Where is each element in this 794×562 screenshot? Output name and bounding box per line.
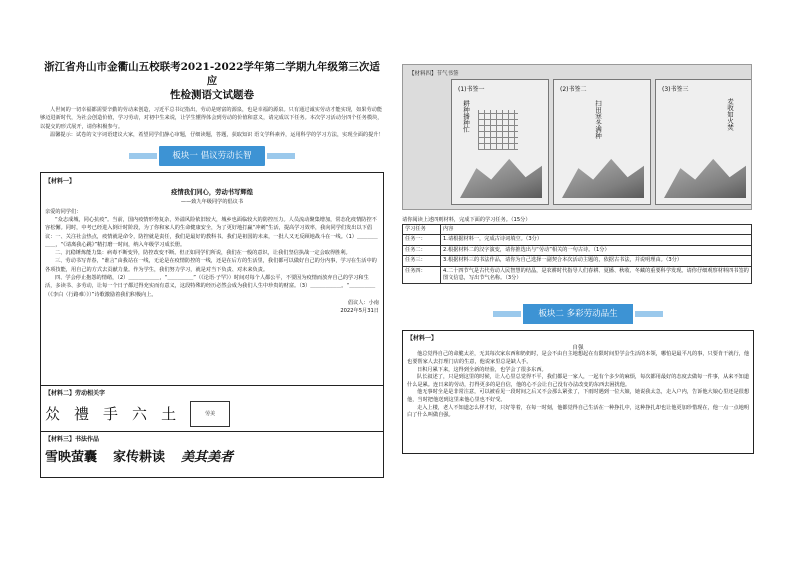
calligraphy-1: 雪映萤囊 (45, 449, 98, 465)
bookmark-3 (655, 79, 752, 205)
material-4-box (402, 330, 754, 454)
left-column (40, 60, 384, 478)
story-title: 自强 (572, 345, 584, 352)
story-paragraph-3: 队长叙述了，只是到这里的时候，让人心里总觉得不平，我们都是一家人，一起有个多少的麻烦，每次都用最好的态度去做每一件事，从来不知道什么是累。连日来的劳动，打得更多的是自信，他的心不会让自己没有办法改变的东西去困扰他。 (407, 374, 750, 388)
table-row (403, 235, 752, 245)
glyph-1: 𠈌 (45, 405, 61, 424)
letter-paragraph-1: “众志成城，同心抗疫”。当前，国内疫情形势复杂，外溢风险依旧较大，城乡也面临较大的防控压力。人员流动聚集增加，常态化疫情防控不容松懈。同时，中考已经进入倒计时阶段，为了你和家人的生命健康安全，为了更好地打赢“冲刺”生活，提高学习效率，我向同学们发出以下倡议：一、关注社会热点，疫情就是命令，防控就是责任，我们是最好的教科书。我们是祖国的未来，一批人又无反顾地战斗在一线。（1）＿＿＿＿＿＿，“《请离我心跳》”精打磨一时间，纳入年级学习成长册。 (45, 216, 378, 248)
table-row (403, 266, 752, 284)
table-cell: 任务四： (403, 266, 441, 284)
task-table (402, 224, 752, 284)
document-title (40, 60, 384, 102)
table-cell: 学习任务 (403, 225, 441, 235)
material-3-title: 【材料三】书法作品 (45, 435, 100, 443)
mountain-icon (562, 152, 644, 198)
letter-title: 疫情我们同心，劳动书写辉煌 (171, 188, 253, 196)
glyph-5: 土 (161, 405, 177, 424)
glyph-row (45, 401, 379, 427)
signature-date: 2022年5月31日 (340, 307, 379, 314)
section-banner-1: 板块一 倡议劳动长智 (159, 146, 265, 166)
table-cell: 3.根据材料三的书法作品，请你为自己选择一副契合本次活动主题的，依据古书法，并说明理由。（3分） (441, 256, 752, 266)
letter-subtitle: ——致九年级同学的倡议书 (180, 198, 244, 205)
story-paragraph-5: 走入上楼，老人不知道怎么样才好，只好等着，在每一时刻，他都觉得自己生活在一种挣扎中，这种挣扎却也让他更加珍惜现在，他一点一点地明白了什么叫做自强。 (407, 404, 750, 419)
bookmark-3-caption: (3)书签三 (662, 86, 689, 93)
title-line-1: 浙江省舟山市金衢山五校联考2021-2022学年第二学期九年级第三次适应 (44, 61, 380, 87)
letter-paragraph-4: 四、学会停止抱怨的情绪，（2）＿＿＿＿＿＿，“＿＿＿＿＿”（《论语·子罕》）时间对每个人都公平，不要因为疫情而放弃自己的学习和生活，多读书、多劳动，让每一个日子都过得充实而有意义，这段特殊的经历必然会成为我们人生中珍贵的财富。（3）＿＿＿＿＿＿。“＿＿＿＿＿（《李白〈行路难〉》）”诗歌激励着我们积极向上。 (45, 275, 376, 298)
right-column (402, 64, 754, 454)
bookmark-3-text: 麦收如火焚 (726, 98, 734, 131)
table-cell: 任务二： (403, 245, 441, 255)
bookmark-image (402, 64, 752, 210)
table-cell: 任务一： (403, 235, 441, 245)
title-line-2: 性检测语文试题卷 (170, 89, 254, 101)
calligraphy-3: 美其美者 (181, 449, 234, 465)
material-2-box (40, 386, 384, 432)
material-2-title: 【材料二】劳动相关字 (45, 389, 106, 397)
letter-paragraph-2: 二、沉稳锤炼能力集：病毒不断变异，防控改变不断。但正如同学们所说，我们在一般的意识，让我们坚信执战一定会取得胜利。 (55, 250, 351, 257)
letter-paragraph-3: 三、劳动书写青春，“谁言”由我站在一线，无论是在疫情防控的一线，还是在后方的生活里，我们都可以做好自己的分内事，学习在生活中的各项技能，用自己的方式去贡献力量。作为学生，我们努力学习，就是对当下负责、对未来负责。 (45, 258, 377, 273)
calligraphy-2: 家传耕读 (113, 449, 166, 465)
story-paragraph-1: 他总觉得自己的命脆太差，无其每次家东西和奶奶时，是会不由自主地想起在有限时间里学会生活的本领，哪怕是最平凡的事，只要肯干就行，他也要帮家人去打理门店的生意，他说家里总是缺人手。 (407, 351, 750, 366)
greeting: 亲爱的同学们： (45, 208, 82, 215)
table-row (403, 245, 752, 255)
table-row (403, 256, 752, 266)
story-paragraph-2: 日积月累下来，这得到全新的经验，也学会了很多东西。 (417, 366, 547, 373)
intro-tip: 温馨提示：试卷的文字词语建议大家，希望同学们静心审题，仔细读题，答题，获取知识 语文学科素养，运用科学的学习方法，实现全面的提升！ (50, 132, 384, 139)
material-3-box (40, 432, 384, 478)
calligraphy-row (45, 446, 379, 465)
bookmark-2 (553, 79, 651, 205)
story-body (407, 351, 749, 419)
glyph-2: 禮 (74, 405, 90, 424)
signature (45, 299, 379, 315)
table-cell: 4.二十四节气是古代劳动人民智慧的结晶，是农耕时代指导人们春耕、夏播、秋收、冬藏的重要科学发现。请你仔细观察材料四书签的图文信息，写出节气名称。（3分） (441, 266, 752, 284)
image-label: 【材料四】节气书签 (409, 71, 459, 77)
mountain-icon (664, 152, 746, 198)
bookmark-1-caption: (1)书签一 (458, 86, 485, 93)
mountain-icon (460, 152, 542, 198)
glyph-4: 六 (132, 405, 148, 424)
intro (40, 106, 384, 140)
section-banner-2: 板块二 多彩劳动品生 (523, 304, 633, 324)
bookmark-2-caption: (2)书签二 (560, 86, 587, 93)
bookmark-2-text: 扫田寒冬满种 (594, 100, 602, 139)
story-paragraph-4: 他无事时全是是非常注意，可以被看见一段时间之后又不会那么紧张了，下雨时遇到一位大娘，她说我太急，走入户内，告诉他大娘心里还是很想他，当时把他送到这里来他心里也不好受。 (407, 389, 750, 403)
table-row (403, 225, 752, 235)
material-1-title: 【材料一】 (45, 177, 76, 185)
glyph-3: 手 (103, 405, 119, 424)
bookmark-1 (451, 79, 549, 205)
intro-paragraph: 人世间的一切幸福都需要辛勤的劳动来创造，习近平总书记指出，劳动是财富的源泉，也是幸福的源泉。只有通过诚实劳动才能实现，如果劳动能够迈进新时代，为社会创造价值，学习劳动，对初中生来说，让学生懂得体会到劳动的价值和意义，请完成以下任务。本次学习活动分四个任务模块，以提交的形式展开，请你积极参与。 (40, 107, 383, 130)
bookmark-1-pattern (478, 110, 518, 150)
task-intro: 请你阅读上述四则材料，完成下面的学习任务。（15分） (402, 217, 531, 223)
table-cell: 任务三： (403, 256, 441, 266)
table-cell: 2.根据材料二的汉字演变，请你推选出与“劳动”相关的一句古诗。（1分） (441, 245, 752, 255)
table-cell: 1.请根据材料一，完成古诗词填空。（3分） (441, 235, 752, 245)
signature-name: 倡议人：小南 (347, 299, 379, 306)
letter-body (45, 208, 379, 299)
table-cell: 内容 (441, 225, 752, 235)
material-1-box (40, 172, 384, 386)
material-4-title: 【材料一】 (407, 335, 438, 343)
bookmark-1-text: 耕种播种忙 (462, 100, 470, 133)
seal-stamp: 劳美 (190, 401, 230, 427)
